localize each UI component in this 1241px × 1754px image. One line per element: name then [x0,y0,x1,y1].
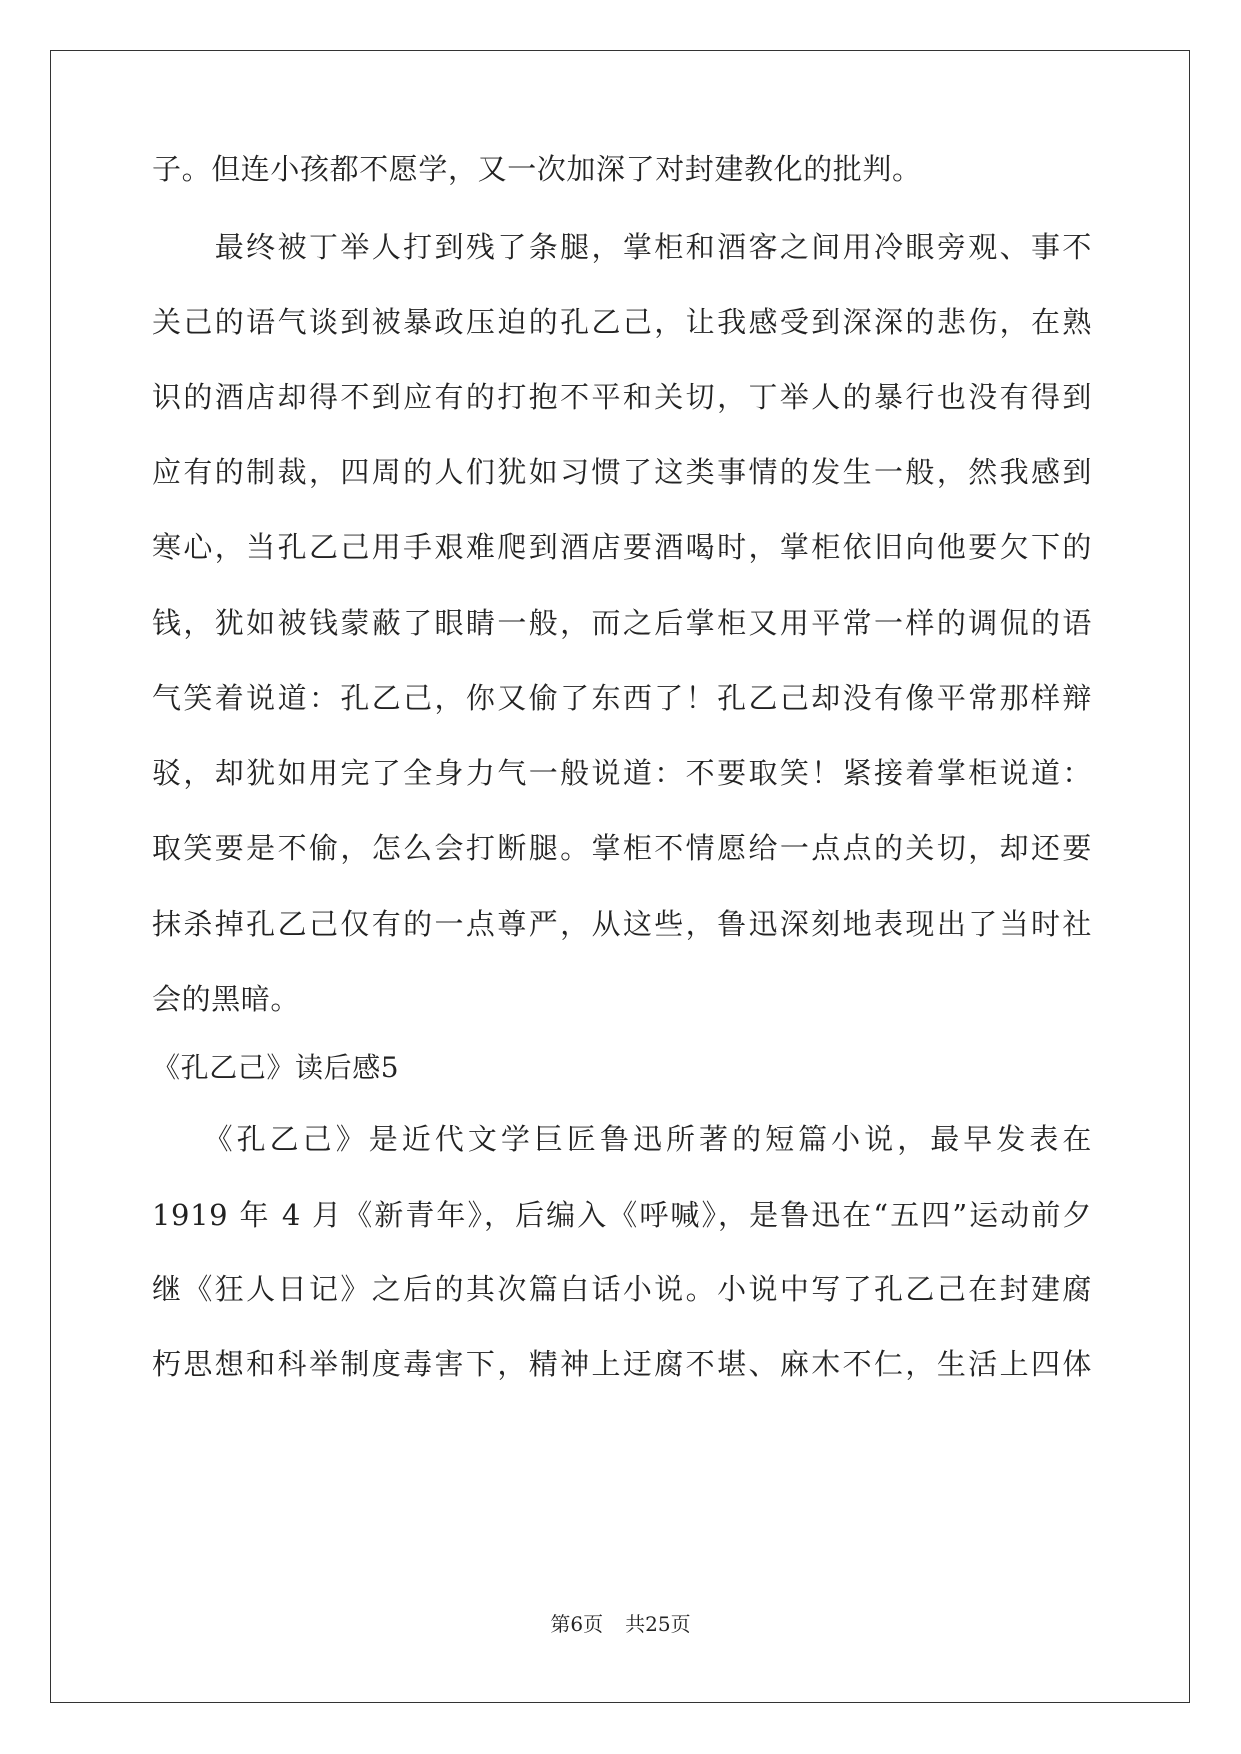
page-footer [0,1612,1241,1636]
text-line-11: 抹杀掉孔乙己仅有的一点尊严，从这些，鲁迅深刻地表现出了当时社 [152,907,1092,941]
text-line-12: 会的黑暗。 [152,982,301,1016]
text-line-6: 寒心，当孔乙己用手艰难爬到酒店要酒喝时，掌柜依旧向他要欠下的 [152,530,1092,564]
text-line-5: 应有的制裁，四周的人们犹如习惯了这类事情的发生一般，然我感到 [152,455,1092,489]
text-line-3: 关己的语气谈到被暴政压迫的孔乙己，让我感受到深深的悲伤，在熟 [152,305,1092,339]
total-prefix: 共 [625,1612,646,1636]
text-line-7: 钱，犹如被钱蒙蔽了眼睛一般，而之后掌柜又用平常一样的调侃的语 [152,606,1092,640]
section-heading: 《孔乙己》读后感5 [152,1051,400,1084]
text-line-10: 取笑要是不偷，怎么会打断腿。掌柜不情愿给一点点的关切，却还要 [152,831,1092,865]
text-line-9: 驳，却犹如用完了全身力气一般说道：不要取笑！紧接着掌柜说道： [152,756,1092,790]
page-prefix: 第 [550,1612,571,1636]
text-line-2: 最终被丁举人打到残了条腿，掌柜和酒客之间用冷眼旁观、事不 [152,230,1092,264]
text-line-16: 朽思想和科举制度毒害下，精神上迂腐不堪、麻木不仁，生活上四体 [152,1347,1092,1381]
text-line-8: 气笑着说道：孔乙己，你又偷了东西了！孔乙己却没有像平常那样辩 [152,681,1092,715]
page-number: 6 [570,1612,584,1636]
text-line-15: 继《狂人日记》之后的其次篇白话小说。小说中写了孔乙己在封建腐 [152,1272,1092,1306]
text-line-4: 识的酒店却得不到应有的打抱不平和关切，丁举人的暴行也没有得到 [152,380,1092,414]
text-line-13: 《孔乙己》是近代文学巨匠鲁迅所著的短篇小说，最早发表在 [152,1122,1092,1156]
page-suffix: 页 [583,1612,604,1636]
page-border [50,50,1190,1703]
total-pages: 25 [645,1612,671,1636]
text-line-1: 子。但连小孩都不愿学，又一次加深了对封建教化的批判。 [152,152,922,186]
text-line-14: 1919 年 4 月《新青年》，后编入《呼喊》，是鲁迅在“五四”运动前夕 [152,1198,1092,1232]
total-suffix: 页 [670,1612,691,1636]
